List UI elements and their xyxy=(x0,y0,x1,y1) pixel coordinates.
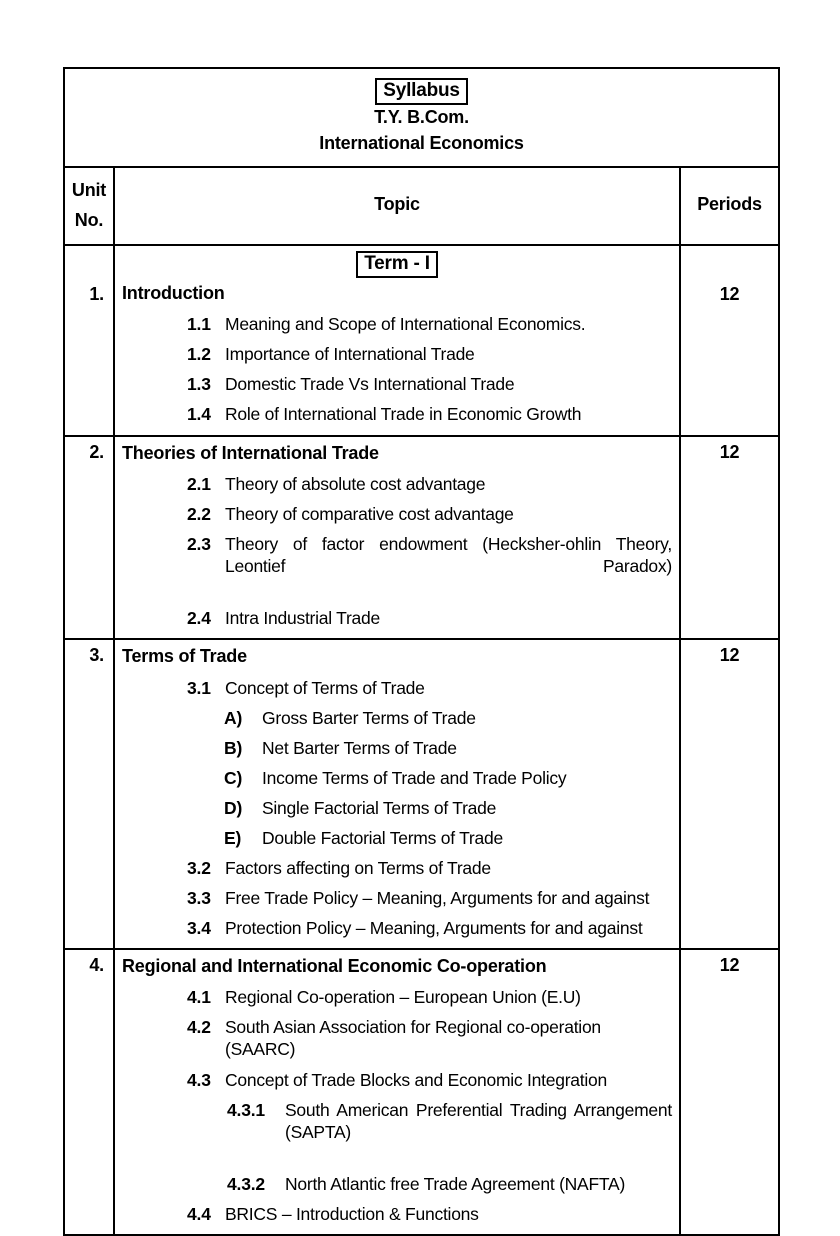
topic-item-text: Domestic Trade Vs International Trade xyxy=(225,374,515,395)
header-row xyxy=(64,167,779,244)
topic-item xyxy=(122,607,672,629)
header-periods: Periods xyxy=(680,167,779,244)
header-unit-no xyxy=(64,167,114,244)
unit-row xyxy=(64,949,779,1235)
topic-item xyxy=(122,767,672,789)
topic-item xyxy=(122,403,672,425)
topic-item xyxy=(122,533,672,599)
topic-item xyxy=(122,373,672,395)
topic-item xyxy=(122,857,672,879)
topic-item-number: C) xyxy=(224,767,243,788)
topic-item xyxy=(122,917,672,939)
unit-title: Introduction xyxy=(122,282,225,303)
topic-item-number: 2.2 xyxy=(187,503,211,524)
topic-item-number: 1.2 xyxy=(187,344,211,365)
topic-item-number: 4.3 xyxy=(187,1069,211,1090)
unit-number: 4. xyxy=(64,949,114,1235)
topic-item-text: Regional Co-operation – European Union (E.U) xyxy=(225,987,581,1008)
term-label: Term - I xyxy=(356,251,438,278)
topic-item-text: Factors affecting on Terms of Trade xyxy=(225,857,491,878)
header-topic: Topic xyxy=(114,167,680,244)
topic-item-text: Intra Industrial Trade xyxy=(225,608,380,629)
unit-number: 3. xyxy=(64,639,114,949)
unit-number: 2. xyxy=(64,436,114,640)
topic-item-text: South American Preferential Trading Arrangement (SAPTA) xyxy=(285,1099,672,1142)
topic-item-number: 4.3.2 xyxy=(227,1173,265,1194)
unit-topic-cell xyxy=(114,245,680,436)
topic-item-number: 4.2 xyxy=(187,1017,211,1038)
topic-item xyxy=(122,1099,672,1165)
subtitle-subject: International Economics xyxy=(319,132,524,153)
topic-item xyxy=(122,1016,672,1060)
topic-item xyxy=(122,827,672,849)
topic-item-text: Free Trade Policy – Meaning, Arguments for and against xyxy=(225,887,650,908)
topic-item-text: Gross Barter Terms of Trade xyxy=(262,707,476,728)
topic-item xyxy=(122,1173,672,1195)
unit-row xyxy=(64,245,779,436)
unit-title: Terms of Trade xyxy=(122,646,247,667)
topic-item-text: Net Barter Terms of Trade xyxy=(262,737,457,758)
topic-item-text: South Asian Association for Regional co-operation (SAARC) xyxy=(225,1017,601,1060)
topic-item xyxy=(122,503,672,525)
topic-item-text: North Atlantic free Trade Agreement (NAFTA) xyxy=(285,1173,626,1194)
topic-item-number: 3.2 xyxy=(187,857,211,878)
topic-item-text: Single Factorial Terms of Trade xyxy=(262,797,497,818)
topic-item-number: 2.1 xyxy=(187,473,211,494)
syllabus-table-body xyxy=(64,68,779,1235)
syllabus-page xyxy=(63,67,778,1236)
topic-item xyxy=(122,473,672,495)
topic-item-number: 1.1 xyxy=(187,314,211,335)
unit-periods: 12 xyxy=(680,639,779,949)
topic-item-number: 2.3 xyxy=(187,534,211,554)
boxed-title-wrap xyxy=(65,78,778,105)
unit-number: 1. xyxy=(64,245,114,436)
topic-item-text: Theory of factor endowment (Hecksher-ohlin Theory, Leontief Paradox) xyxy=(225,534,672,577)
topic-item xyxy=(122,1069,672,1091)
unit-periods: 12 xyxy=(680,949,779,1235)
topic-item xyxy=(122,707,672,729)
topic-item-number: 3.4 xyxy=(187,917,211,938)
topic-item-number: A) xyxy=(224,707,243,728)
topic-item xyxy=(122,737,672,759)
unit-periods: 12 xyxy=(680,436,779,640)
unit-row xyxy=(64,436,779,640)
topic-item-number: 2.4 xyxy=(187,608,211,629)
topic-item-text: Theory of absolute cost advantage xyxy=(225,473,486,494)
topic-item-text: Importance of International Trade xyxy=(225,344,475,365)
unit-periods: 12 xyxy=(680,245,779,436)
topic-item-number: D) xyxy=(224,797,243,818)
unit-topic-cell xyxy=(114,436,680,640)
term-banner xyxy=(122,251,672,278)
topic-item xyxy=(122,797,672,819)
topic-item-number: 1.3 xyxy=(187,374,211,395)
unit-title: Regional and International Economic Co-operation xyxy=(122,956,547,976)
topic-item-text: Income Terms of Trade and Trade Policy xyxy=(262,767,567,788)
topic-item-text: Concept of Terms of Trade xyxy=(225,677,425,698)
topic-item-number: B) xyxy=(224,737,243,758)
topic-item-text: BRICS – Introduction & Functions xyxy=(225,1203,479,1224)
topic-item-text: Protection Policy – Meaning, Arguments for and against xyxy=(225,917,643,938)
topic-item xyxy=(122,313,672,335)
topic-item-number: 1.4 xyxy=(187,404,211,425)
header-unit-line2: No. xyxy=(74,209,104,230)
topic-item-number: 3.1 xyxy=(187,677,211,698)
topic-item-text: Role of International Trade in Economic Growth xyxy=(225,404,582,425)
topic-item xyxy=(122,677,672,699)
topic-item xyxy=(122,343,672,365)
topic-item-number: 4.3.1 xyxy=(227,1099,265,1120)
unit-title: Theories of International Trade xyxy=(122,442,379,463)
topic-item xyxy=(122,986,672,1008)
title-cell xyxy=(64,68,779,167)
topic-item-text: Theory of comparative cost advantage xyxy=(225,503,514,524)
header-unit-line1: Unit xyxy=(71,180,107,201)
topic-item-text: Meaning and Scope of International Economics. xyxy=(225,314,586,335)
title-row xyxy=(64,68,779,167)
page-title: Syllabus xyxy=(375,78,468,105)
topic-item-number: 4.4 xyxy=(187,1203,211,1224)
topic-item xyxy=(122,887,672,909)
subtitle-course: T.Y. B.Com. xyxy=(374,107,469,128)
topic-item-number: 4.1 xyxy=(187,987,211,1008)
unit-topic-cell xyxy=(114,949,680,1235)
syllabus-table xyxy=(63,67,780,1236)
unit-topic-cell xyxy=(114,639,680,949)
topic-item-text: Double Factorial Terms of Trade xyxy=(262,827,503,848)
topic-item-text: Concept of Trade Blocks and Economic Integration xyxy=(225,1069,607,1090)
topic-item-number: 3.3 xyxy=(187,887,211,908)
unit-row xyxy=(64,639,779,949)
topic-item xyxy=(122,1203,672,1225)
topic-item-number: E) xyxy=(224,827,242,848)
